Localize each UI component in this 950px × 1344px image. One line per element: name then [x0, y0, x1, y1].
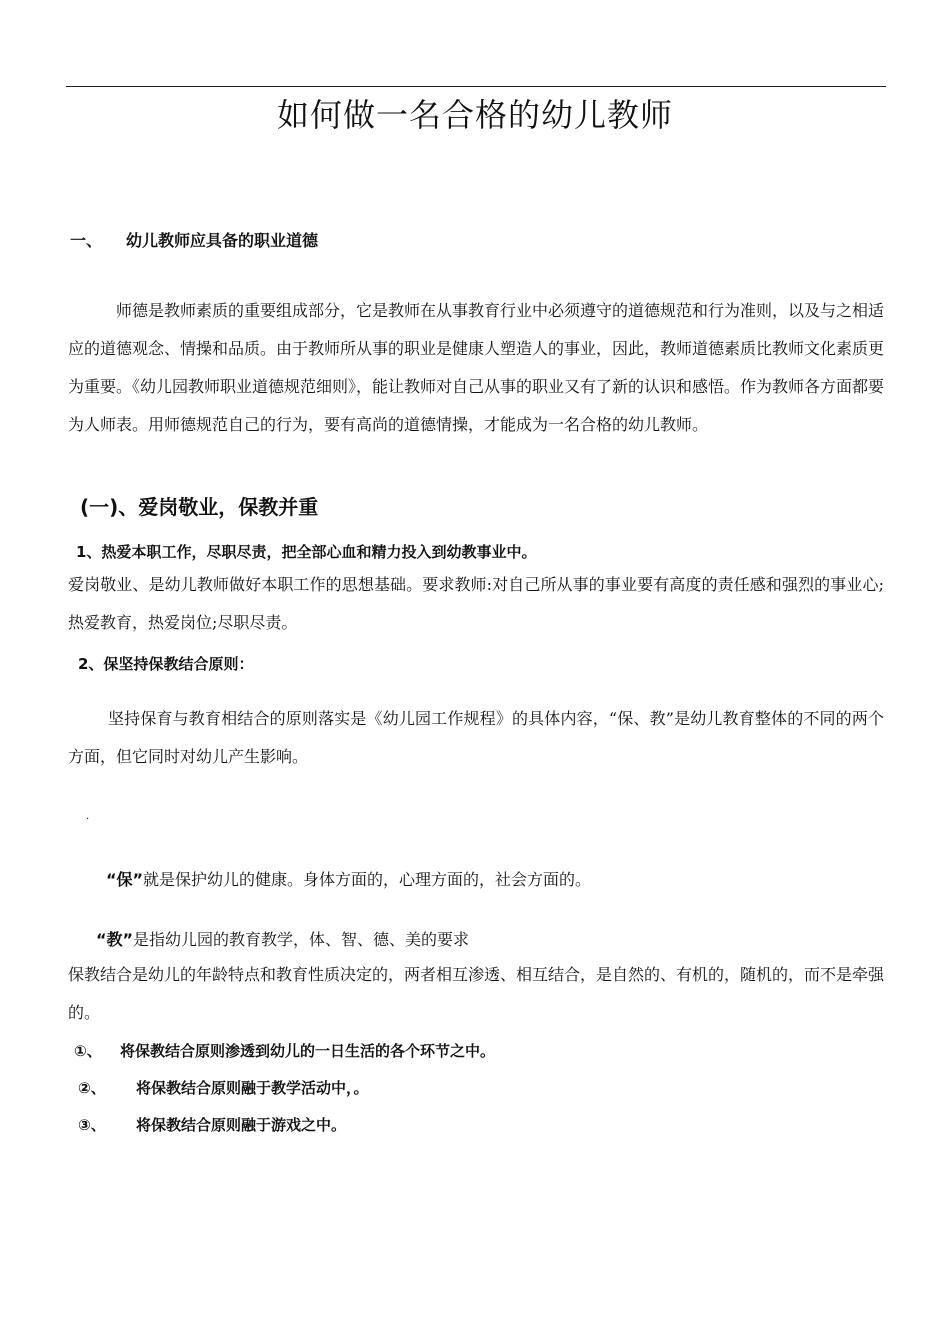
item1-heading: 1、热爱本职工作，尽职尽责，把全部心血和精力投入到幼教事业中。: [76, 543, 537, 561]
point-marker: ①、: [74, 1042, 102, 1060]
header-rule: [66, 86, 886, 87]
item2-body: 坚持保育与教育相结合的原则落实是《幼儿园工作规程》的具体内容，“保、教”是幼儿教育整体的不同的两个方面，但它同时对幼儿产生影响。: [68, 709, 884, 766]
point-text: 将保教结合原则渗透到幼儿的一日生活的各个环节之中。: [120, 1042, 496, 1060]
point-marker: ②、: [78, 1079, 106, 1097]
jiao-line: [96, 927, 469, 950]
point-text: 将保教结合原则融于教学活动中，。: [136, 1079, 369, 1097]
intro-paragraph: 师德是教师素质的重要组成部分，它是教师在从事教育行业中必须遵守的道德规范和行为准则，以及与之相适应的道德观念、情操和品质。由于教师所从事的职业是健康人塑造人的事业，因此，教师道德素质比教师文化素质更为重要。《幼儿园教师职业道德规范细则》，能让教师对自己从事的职业又有了新的认识和感悟。作为教师各方面都要为人师表。用师德规范自己的行为，要有高尚的道德情操，才能成为一名合格的幼儿教师。: [68, 301, 885, 434]
bao-line: [106, 867, 591, 890]
section-heading: [70, 228, 318, 251]
subsection-heading: (一)、爱岗敬业，保教并重: [80, 495, 319, 519]
point-text: 将保教结合原则融于游戏之中。: [136, 1116, 347, 1134]
point-item: [74, 1040, 495, 1061]
item2-heading: 2、保坚持保教结合原则：: [78, 655, 254, 673]
combine-paragraph: 保教结合是幼儿的年龄特点和教育性质决定的，两者相互渗透、相互结合，是自然的、有机的，随机的，而不是牵强的。: [68, 965, 885, 1022]
bao-text: 就是保护幼儿的健康。身体方面的，心理方面的，社会方面的。: [143, 870, 592, 889]
stray-mark: ·: [86, 814, 90, 825]
jiao-term: “教”: [96, 930, 134, 949]
document-title: 如何做一名合格的幼儿教师: [276, 96, 673, 134]
point-item: [78, 1077, 369, 1098]
bao-term: “保”: [106, 870, 144, 889]
section-heading-text: 幼儿教师应具备的职业道德: [126, 231, 319, 250]
point-item: [78, 1114, 346, 1135]
section-number: 一、: [70, 231, 103, 250]
jiao-text: 是指幼儿园的教育教学，体、智、德、美的要求: [133, 930, 470, 949]
item1-body: 爱岗敬业、是幼儿教师做好本职工作的思想基础。要求教师:对自己所从事的事业要有高度的责任感和强烈的事业心;热爱教育，热爱岗位;尽职尽责。: [68, 575, 884, 632]
point-marker: ③、: [78, 1116, 106, 1134]
